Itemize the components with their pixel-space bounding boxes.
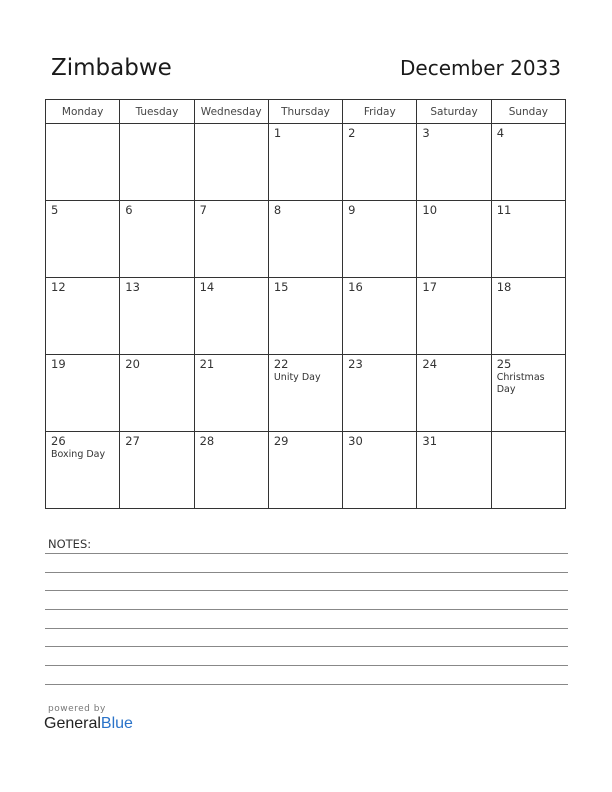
day-number: 28 [199,434,215,448]
day-number: 18 [496,280,512,294]
brand-name [44,715,133,733]
day-number: 23 [348,357,363,371]
weekday-friday: Friday [343,100,417,124]
notes-label: NOTES: [48,537,92,551]
day-number: 3 [422,126,430,140]
day-cell [491,355,565,432]
week-row [46,355,566,432]
day-cell [120,432,194,509]
day-number: 26 [51,434,66,448]
weekday-thursday: Thursday [268,100,342,124]
day-cell [343,124,417,201]
day-cell [120,124,194,201]
powered-by-text: powered by [48,704,106,714]
day-number: 25 [496,357,512,371]
day-cell [268,355,342,432]
month-title: December 2033 [400,56,561,80]
day-number: 2 [348,126,356,140]
weekday-saturday: Saturday [417,100,491,124]
day-number: 27 [125,434,140,448]
day-number: 8 [273,203,282,217]
day-cell [343,355,417,432]
day-cell [343,432,417,509]
note-line [45,572,568,573]
note-line [45,628,568,629]
day-cell [417,124,491,201]
day-cell [417,355,491,432]
day-cell [268,201,342,278]
day-number: 29 [273,434,289,448]
day-number: 30 [348,434,363,448]
day-number: 13 [125,280,140,294]
day-number: 6 [125,203,133,217]
day-number: 4 [496,126,505,140]
country-title: Zimbabwe [51,55,172,81]
day-number: 19 [51,357,66,371]
day-cell [268,124,342,201]
holiday-label: Boxing Day [51,449,106,460]
day-number: 14 [199,280,215,294]
weekday-sunday: Sunday [491,100,565,124]
day-number: 11 [496,203,512,217]
day-cell [194,124,268,201]
week-row [46,278,566,355]
day-cell [120,278,194,355]
day-cell [491,432,565,509]
note-line [45,646,568,647]
day-cell [46,432,120,509]
day-cell [46,278,120,355]
day-cell [46,355,120,432]
generalblue-logo [44,704,133,733]
day-cell [194,355,268,432]
day-number: 9 [348,203,356,217]
day-cell [120,355,194,432]
weekday-tuesday: Tuesday [120,100,194,124]
day-cell [343,278,417,355]
note-line [45,665,568,666]
day-number: 20 [125,357,140,371]
note-line [45,609,568,610]
day-cell [268,278,342,355]
day-number: 7 [199,203,207,217]
day-cell [194,432,268,509]
day-number: 22 [273,357,289,371]
day-cell [343,201,417,278]
day-number: 15 [273,280,289,294]
day-cell [417,278,491,355]
day-number: 24 [422,357,438,371]
weekday-monday: Monday [46,100,120,124]
holiday-label: Christmas Day [496,372,545,395]
day-number: 16 [348,280,363,294]
day-cell [120,201,194,278]
weekday-wednesday: Wednesday [194,100,268,124]
day-number: 1 [273,126,282,140]
day-number: 12 [51,280,66,294]
day-number: 21 [199,357,215,371]
day-cell [491,278,565,355]
note-line [45,590,568,591]
holiday-label: Unity Day [273,372,321,383]
day-cell [268,432,342,509]
week-row [46,201,566,278]
weekday-header-row [46,100,566,124]
day-cell [194,278,268,355]
day-cell [491,201,565,278]
week-row [46,432,566,509]
brand-part-blue: Blue [100,715,133,732]
day-number: 17 [422,280,438,294]
calendar-grid [45,99,566,509]
week-row [46,124,566,201]
day-cell [46,201,120,278]
day-cell [194,201,268,278]
day-number: 31 [422,434,438,448]
day-number: 5 [51,203,59,217]
note-line [45,553,568,554]
brand-part-general: General [44,715,101,732]
calendar-body [46,124,566,509]
day-cell [417,201,491,278]
note-line [45,684,568,685]
day-cell [46,124,120,201]
day-cell [491,124,565,201]
day-cell [417,432,491,509]
day-number: 10 [422,203,438,217]
